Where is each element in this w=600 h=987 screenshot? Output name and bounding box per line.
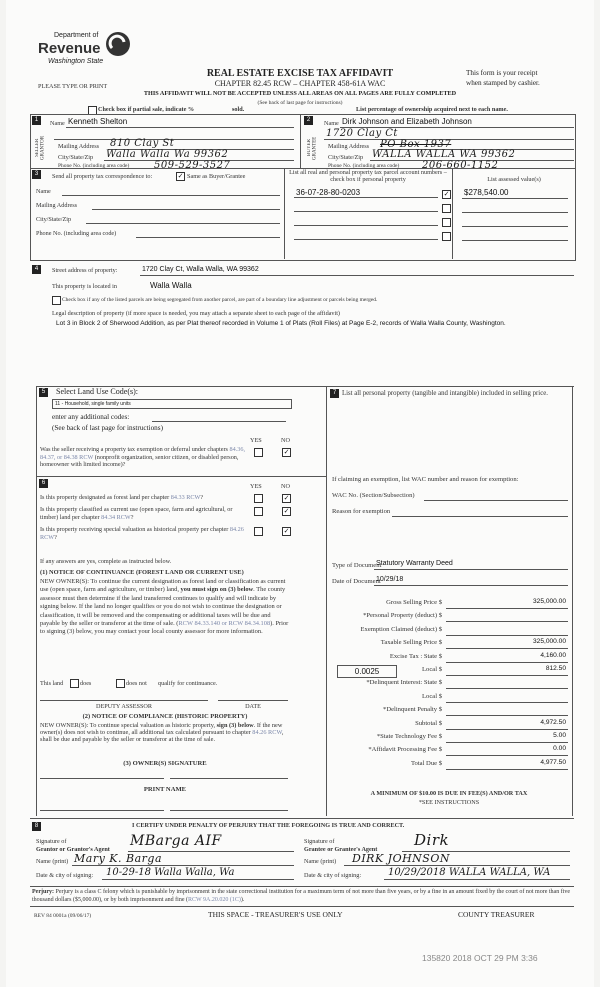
amount-label: Gross Selling Price $ xyxy=(386,599,442,606)
amount-label: Total Due $ xyxy=(410,759,442,767)
treasurer-use-label: THIS SPACE - TREASURER'S USE ONLY xyxy=(208,910,343,919)
buyer-side-label: BUYER GRANTEE xyxy=(307,136,318,160)
amount-label: Local $ xyxy=(422,692,442,700)
personal-property-checkbox[interactable]: ✓ xyxy=(443,190,450,198)
seller-city-label: City/State/Zip xyxy=(58,154,94,161)
doc-date[interactable]: 10/29/18 xyxy=(376,576,404,583)
personal-property-checkbox-2[interactable] xyxy=(442,204,451,213)
amount-label: *State Technology Fee $ xyxy=(376,733,442,740)
notice-continuance-title: (1) NOTICE OF CONTINUANCE (FOREST LAND OR CURRENT USE) xyxy=(40,569,244,576)
amount-value[interactable]: 0.00 xyxy=(553,745,566,753)
section-5-number: 5 xyxy=(39,388,48,397)
historic-yes-checkbox[interactable] xyxy=(254,527,263,536)
send-correspondence-label: Send all property tax correspondence to: xyxy=(52,173,153,180)
amount-value[interactable]: 812.50 xyxy=(545,665,566,672)
reason-label: Reason for exemption xyxy=(332,508,391,515)
seller-side-label: SELLER GRANTOR xyxy=(35,135,46,161)
seller-name-label: Name xyxy=(50,120,65,127)
located-label: This property is located in xyxy=(52,283,117,290)
s6-no-header: NO xyxy=(281,483,290,490)
amount-label: Exemption Claimed (deduct) $ xyxy=(360,625,442,633)
buyer-mailing[interactable]: PO Box 1937 xyxy=(380,138,452,150)
s3-city-label: City/State/Zip xyxy=(36,216,72,223)
perjury-notice: Perjury: Perjury is a class C felony which is punishable by imprisonment in the state correctional institution for a maximum term of not more than five years, or by a fine in an amount fixed by the court of not more than five thousand dollars ($5,000.00), or by both imprisonment and fine (RCW 9A.20.020 (1C)). xyxy=(32,889,571,903)
amount-value[interactable]: 4,977.50 xyxy=(540,758,566,766)
assessed-value[interactable]: $278,540.00 xyxy=(464,188,509,197)
owner-signature-label: (3) OWNER(S) SIGNATURE xyxy=(123,760,207,767)
historic-question: Is this property receiving special valuation as historical property per chapter 84.26 RCW? xyxy=(40,526,244,541)
section-4-number: 4 xyxy=(32,265,41,274)
assessor-date-label: DATE xyxy=(245,703,261,710)
exemption-question: Was the seller receiving a property tax exemption or deferral under chapters 84.36, 84.37, or 84.38 RCW (nonprofit organization, senior citizen, or disabled person, homeowner with limited income)? xyxy=(40,446,245,468)
additional-codes-label: enter any additional codes: xyxy=(52,413,130,421)
exemption-no-checkbox[interactable]: ✓ xyxy=(283,448,290,456)
if-yes-note: If any answers are yes, complete as instructed below. xyxy=(40,558,172,565)
same-as-buyer-checkbox[interactable]: ✓ xyxy=(177,172,184,180)
street-address[interactable]: 1720 Clay Ct, Walla Walla, WA 99362 xyxy=(142,266,259,273)
deputy-assessor-label: DEPUTY ASSESSOR xyxy=(96,703,152,710)
affidavit-page xyxy=(6,0,594,987)
treasurer-stamp: 135820 2018 OCT 29 PM 3:36 xyxy=(422,953,538,963)
does-not-checkbox[interactable] xyxy=(116,679,125,688)
grantor-name[interactable]: Mary K. Barga xyxy=(74,852,163,865)
form-title: REAL ESTATE EXCISE TAX AFFIDAVIT xyxy=(206,68,394,79)
land-use-title: Select Land Use Code(s): xyxy=(56,387,138,396)
grantor-agent-label: Grantor or Grantor's Agent xyxy=(36,846,110,853)
section-7-number: 7 xyxy=(330,389,339,398)
amount-label: *Affidavit Processing Fee $ xyxy=(368,746,442,754)
grantor-sig-of: Signature of xyxy=(36,838,67,845)
personal-property-label: List all personal property (tangible and intangible) included in selling price. xyxy=(342,390,548,397)
grantee-date-city[interactable]: 10/29/2018 WALLA WALLA, WA xyxy=(388,867,551,878)
grantee-date-label: Date & city of signing: xyxy=(304,872,362,879)
seller-city[interactable]: Walla Walla Wa 99362 xyxy=(106,149,229,160)
seller-phone-label: Phone No. (including area code) xyxy=(58,163,130,169)
section-8-number: 8 xyxy=(32,822,41,831)
qualify-label: qualify for continuance. xyxy=(158,680,218,687)
segregated-label: Check box if any of the listed parcels are being segregated from another parcel, are part of a boundary line adjustment or parcels being merged. xyxy=(62,297,378,303)
s3-mailing-label: Mailing Address xyxy=(36,202,78,209)
exemption-note: If claiming an exemption, list WAC number and reason for exemption: xyxy=(332,476,519,483)
seller-name[interactable]: Kenneth Shelton xyxy=(68,117,128,126)
seller-mailing-label: Mailing Address xyxy=(58,143,100,150)
doc-date-label: Date of Document xyxy=(332,578,381,585)
receipt-note-1: This form is your receipt xyxy=(466,69,538,77)
current-use-yes-checkbox[interactable] xyxy=(254,507,263,516)
logo-swoosh-icon xyxy=(104,30,132,58)
personal-property-checkbox-3[interactable] xyxy=(442,218,451,227)
amount-value[interactable]: 325,000.00 xyxy=(532,598,566,605)
owner-signature-line-2[interactable] xyxy=(170,778,288,779)
print-name-label: PRINT NAME xyxy=(143,786,187,793)
segregated-checkbox[interactable] xyxy=(52,296,61,305)
s3-name-label: Name xyxy=(36,188,51,195)
notice-continuance-text: NEW OWNER(S): To continue the current designation as forest land or classification as current use (open space, farm and agriculture, or timber) land, you must sign on (3) below. The county assessor must then determine if the land transferred continues to qualify and will indicate by signing below. If the land no longer qualifies or you do not wish to continue the designation or classification, it will be removed and the compensating or additional taxes will be due and payable by the seller or transferor at the time of sale. (RCW 84.33.140 or RCW 84.34.108). Prior to signing (3) below, you may contact your local county assessor for more information. xyxy=(40,578,289,636)
does-checkbox[interactable] xyxy=(70,679,79,688)
parcel-header: List all real and personal property tax parcel account numbers – check box if personal property xyxy=(289,169,447,183)
land-use-select[interactable]: 11 - Household, single family units xyxy=(52,399,292,409)
amount-label: *Personal Property (deduct) $ xyxy=(363,612,442,620)
receipt-note-2: when stamped by cashier. xyxy=(466,79,540,87)
doc-type[interactable]: Statutory Warranty Deed xyxy=(376,560,453,567)
amount-label: Subtotal $ xyxy=(415,719,442,727)
sold-label: sold. xyxy=(232,106,245,113)
amount-label: Local $ xyxy=(422,666,442,673)
legal-label: Legal description of property (if more space is needed, you may attach a separate sheet to each page of the affidavit) xyxy=(52,310,340,317)
located-county[interactable]: Walla Walla xyxy=(150,281,192,290)
minimum-note: A MINIMUM OF $10.00 IS DUE IN FEE(S) AND/OR TAX xyxy=(370,790,528,797)
seller-mailing[interactable]: 810 Clay St xyxy=(110,138,175,149)
s3-phone-label: Phone No. (including area code) xyxy=(36,230,117,237)
buyer-city[interactable]: WALLA WALLA WA 99362 xyxy=(372,149,516,160)
grantee-sig-of: Signature of xyxy=(304,838,335,845)
certify-statement: I CERTIFY UNDER PENALTY OF PERJURY THAT THE FOREGOING IS TRUE AND CORRECT. xyxy=(132,822,405,829)
section-3-number: 3 xyxy=(32,170,41,179)
see-instructions: *SEE INSTRUCTIONS xyxy=(418,799,480,806)
s5-see-back: (See back of last page for instructions) xyxy=(52,424,163,432)
section-1-number: 1 xyxy=(32,116,41,125)
logo-dept: Department of xyxy=(54,32,99,39)
section-2-number: 2 xyxy=(304,116,313,125)
current-use-no-checkbox[interactable]: ✓ xyxy=(283,507,290,515)
doc-type-label: Type of Document xyxy=(332,562,382,569)
grantor-name-label: Name (print) xyxy=(36,858,69,865)
same-as-buyer-label: Same as Buyer/Grantee xyxy=(187,173,246,180)
grantee-name-label: Name (print) xyxy=(304,858,337,865)
grantor-date-city[interactable]: 10-29-18 Walla Walla, Wa xyxy=(106,867,235,878)
legal-description[interactable]: Lot 3 in Block 2 of Sherwood Addition, as per Plat thereof recorded in Volume 1 of Plats (Roll Files) at Page E-2, records of Walla Walla County, Washington. xyxy=(56,320,506,327)
buyer-extra-line[interactable]: 1720 Clay Ct xyxy=(326,127,398,139)
form-chapter: CHAPTER 82.45 RCW – CHAPTER 458-61A WAC xyxy=(214,79,386,88)
amount-value[interactable]: 5.00 xyxy=(553,732,566,739)
buyer-phone-label: Phone No. (including area code) xyxy=(328,163,400,169)
grantor-date-label: Date & city of signing: xyxy=(36,872,94,879)
forest-land-question: Is this property designated as forest land per chapter 84.33 RCW? xyxy=(40,494,204,501)
amount-label: Excise Tax : State $ xyxy=(389,652,442,660)
does-label: does xyxy=(80,680,92,687)
logo-name: Revenue xyxy=(38,40,101,57)
local-rate-field[interactable]: 0.0025 xyxy=(337,665,397,678)
reason-input[interactable] xyxy=(392,516,568,517)
personal-property-checkbox-4[interactable] xyxy=(442,232,451,241)
does-not-label: does not xyxy=(126,680,147,687)
s5-yes-header: YES xyxy=(250,437,262,444)
grantee-agent-label: Grantee or Grantee's Agent xyxy=(304,846,378,853)
amount-label: *Delinquent Penalty $ xyxy=(383,706,442,714)
grantee-signature[interactable]: Dirk xyxy=(414,831,450,849)
s6-yes-header: YES xyxy=(250,483,262,490)
grantee-name[interactable]: DIRK JOHNSON xyxy=(352,852,450,865)
grantor-signature[interactable]: MBarga AIF xyxy=(130,833,222,849)
forest-no-checkbox[interactable]: ✓ xyxy=(283,494,290,502)
street-label: Street address of property: xyxy=(52,267,118,274)
seller-phone[interactable]: 509-529-3527 xyxy=(154,160,231,171)
amount-label: *Delinquent Interest: State $ xyxy=(366,679,442,687)
county-treasurer-label: COUNTY TREASURER xyxy=(458,910,535,919)
buyer-name-label: Name xyxy=(324,120,339,127)
acceptance-warning: THIS AFFIDAVIT WILL NOT BE ACCEPTED UNLESS ALL AREAS ON ALL PAGES ARE FULLY COMPLETED xyxy=(143,90,457,97)
notice-compliance-title: (2) NOTICE OF COMPLIANCE (HISTORIC PROPERTY) xyxy=(82,713,248,720)
current-use-question: Is this property classified as current use (open space, farm and agricultural, or timber) land per chapter 84.34 RCW? xyxy=(40,506,233,521)
amount-value[interactable]: 4,972.50 xyxy=(540,718,566,726)
please-type: PLEASE TYPE OR PRINT xyxy=(38,83,108,90)
buyer-name[interactable]: Dirk Johnson and Elizabeth Johnson xyxy=(342,117,472,126)
section-6-number: 6 xyxy=(39,479,48,488)
forest-yes-checkbox[interactable] xyxy=(254,494,263,503)
revision-number: REV 84 0001a (09/06/17) xyxy=(34,913,92,919)
amount-value[interactable]: 4,160.00 xyxy=(540,651,566,659)
wac-input[interactable] xyxy=(424,500,568,501)
logo-state: Washington State xyxy=(48,58,104,65)
amount-label: Taxable Selling Price $ xyxy=(380,639,442,647)
notice-compliance-text: NEW OWNER(S): To continue special valuation as historic property, sign (3) below. If the new owner(s) does not wish to continue, all additional tax calculated pursuant to chapter 84.26 RCW, shall be due and payable by the seller or transferor at the time of sale. xyxy=(40,722,284,743)
owner-signature-line-1[interactable] xyxy=(40,778,164,779)
assessed-header: List assessed value(s) xyxy=(487,176,541,183)
buyer-city-label: City/State/Zip xyxy=(328,154,364,161)
see-back-note: (See back of last page for instructions) xyxy=(257,99,343,106)
this-land-label: This land xyxy=(40,680,64,687)
s5-no-header: NO xyxy=(281,437,290,444)
amount-value[interactable]: 325,000.00 xyxy=(532,638,566,646)
wac-label: WAC No. (Section/Subsection) xyxy=(332,492,415,499)
buyer-mailing-label: Mailing Address xyxy=(328,143,370,150)
ownership-note: List percentage of ownership acquired next to each name. xyxy=(356,106,508,113)
parcel-number[interactable]: 36-07-28-80-0203 xyxy=(296,188,361,197)
buyer-phone[interactable]: 206-660-1152 xyxy=(422,160,499,171)
partial-sale-label: Check box if partial sale, indicate % xyxy=(98,106,195,113)
historic-no-checkbox[interactable]: ✓ xyxy=(283,527,290,535)
exemption-yes-checkbox[interactable] xyxy=(254,448,263,457)
